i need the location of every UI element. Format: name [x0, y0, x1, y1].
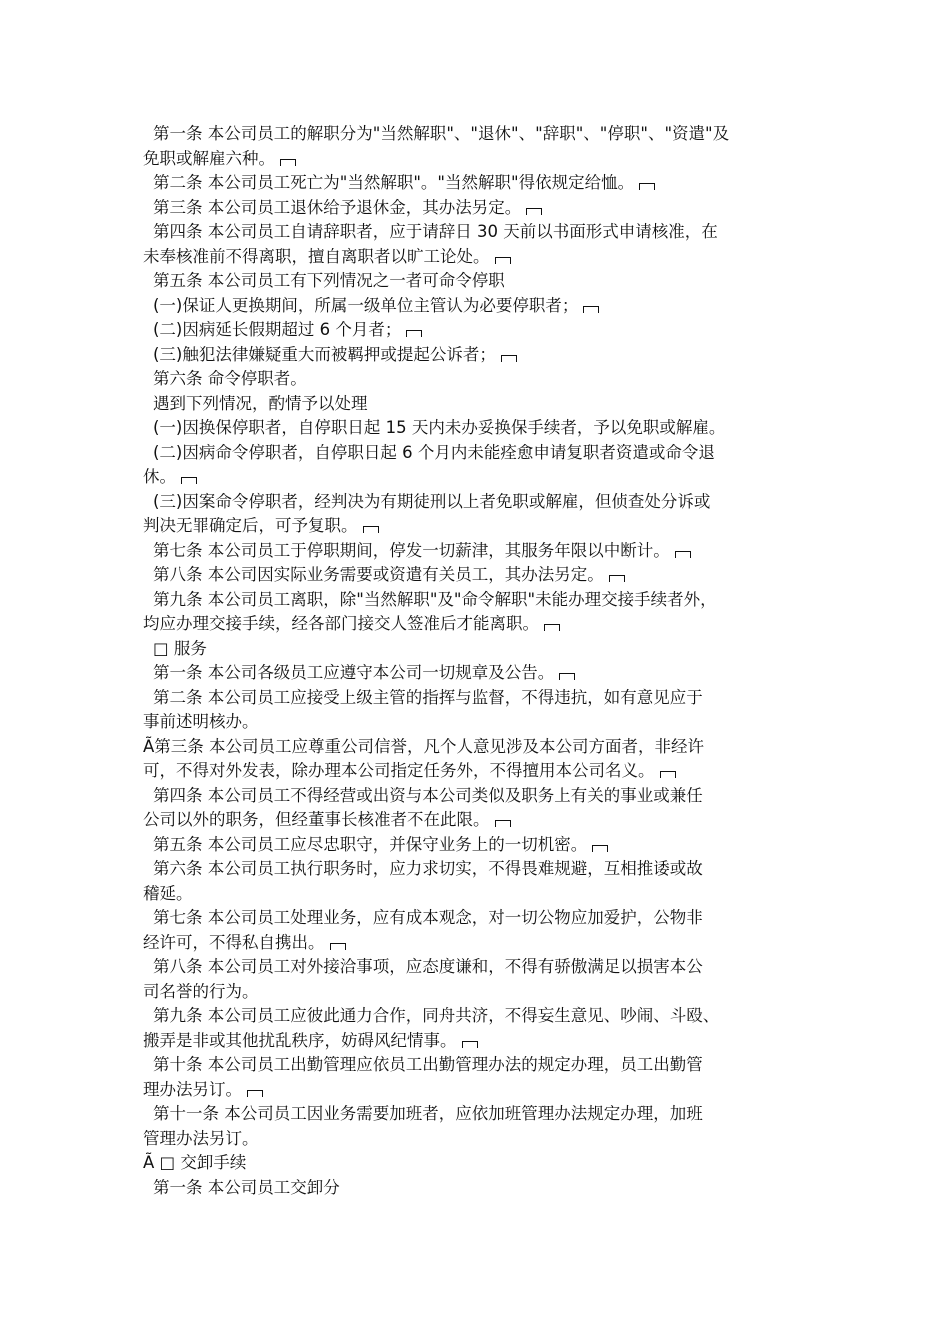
- text-line: [143, 661, 815, 686]
- line-text: 司名誉的行为。: [143, 981, 259, 1001]
- text-line: [143, 392, 815, 417]
- line-text: 第六条 本公司员工执行职务时，应力求切实，不得畏难规避，互相推诿或故: [153, 859, 703, 878]
- text-line: [143, 539, 815, 564]
- paragraph-mark-icon: [660, 771, 676, 778]
- text-line: [143, 122, 815, 147]
- line-text: 均应办理交接手续，经各部门接交人签准后才能离职。: [143, 614, 539, 633]
- text-line: [143, 490, 815, 515]
- text-line: [143, 710, 815, 735]
- text-line: [143, 220, 815, 245]
- line-text: (三)触犯法律嫌疑重大而被羁押或提起公诉者；: [153, 344, 496, 364]
- line-text: 免职或解雇六种。: [143, 148, 275, 168]
- text-line: [143, 955, 815, 980]
- line-text: 第十一条 本公司员工因业务需要加班者，应依加班管理办法规定办理，加班: [153, 1104, 703, 1123]
- line-text: 搬弄是非或其他扰乱秩序，妨碍风纪情事。: [143, 1030, 457, 1050]
- text-line: [143, 759, 815, 784]
- text-line: [143, 171, 815, 196]
- text-line: [143, 612, 815, 637]
- line-text: 管理办法另订。: [143, 1128, 259, 1148]
- text-line: [143, 906, 815, 931]
- line-text: (一)因换保停职者，自停职日起 15 天内未办妥换保手续者，予以免职或解雇。: [153, 418, 726, 437]
- text-line: [143, 318, 815, 343]
- line-text: 第七条 本公司员工处理业务，应有成本观念，对一切公物应加爱护，公物非: [153, 908, 703, 927]
- line-text: Ã第三条 本公司员工应尊重公司信誉，凡个人意见涉及本公司方面者，非经许: [143, 736, 705, 756]
- line-text: 第一条 本公司各级员工应遵守本公司一切规章及公告。: [153, 663, 555, 682]
- text-line: [143, 416, 815, 441]
- line-text: (二)因病命令停职者，自停职日起 6 个月内未能痊愈申请复职者资遣或命令退: [153, 442, 715, 462]
- document-page: [143, 122, 815, 1200]
- line-text: 第五条 本公司员工应尽忠职守，并保守业务上的一切机密。: [153, 834, 588, 854]
- paragraph-mark-icon: [592, 845, 608, 852]
- line-text: 第四条 本公司员工自请辞职者，应于请辞日 30 天前以书面形式申请核准，在: [153, 222, 718, 241]
- line-text: 第八条 本公司员工对外接洽事项，应态度谦和，不得有骄傲满足以损害本公: [153, 957, 703, 976]
- paragraph-mark-icon: [330, 943, 346, 950]
- text-line: [143, 686, 815, 711]
- line-text: 第二条 本公司员工应接受上级主管的指挥与监督，不得违抗，如有意见应于: [153, 687, 703, 707]
- paragraph-mark-icon: [462, 1041, 478, 1048]
- line-text: 第十条 本公司员工出勤管理应依员工出勤管理办法的规定办理，员工出勤管: [153, 1055, 703, 1074]
- paragraph-mark-icon: [247, 1090, 263, 1097]
- text-line: [143, 1102, 815, 1127]
- line-text: 理办法另订。: [143, 1079, 242, 1099]
- text-line: [143, 196, 815, 221]
- text-line: [143, 882, 815, 907]
- text-line: [143, 441, 815, 466]
- text-line: [143, 1127, 815, 1152]
- text-line: [143, 588, 815, 613]
- line-text: 第三条 本公司员工退休给予退休金，其办法另定。: [153, 197, 522, 217]
- text-line: [143, 808, 815, 833]
- line-text: 可，不得对外发表，除办理本公司指定任务外，不得擅用本公司名义。: [143, 761, 655, 780]
- text-line: [143, 1151, 815, 1176]
- line-text: 公司以外的职务，但经董事长核准者不在此限。: [143, 810, 490, 829]
- text-line: [143, 245, 815, 270]
- line-text: 休。: [143, 467, 176, 486]
- text-line: [143, 735, 815, 760]
- text-line: [143, 465, 815, 490]
- line-text: (三)因案命令停职者，经判决为有期徒刑以上者免职或解雇，但侦查处分诉或: [153, 491, 711, 511]
- paragraph-mark-icon: [495, 257, 511, 264]
- text-line: [143, 1053, 815, 1078]
- text-line: [143, 1078, 815, 1103]
- paragraph-mark-icon: [181, 477, 197, 484]
- line-text: 稽延。: [143, 883, 193, 903]
- paragraph-mark-icon: [583, 306, 599, 313]
- paragraph-mark-icon: [280, 159, 296, 166]
- line-text: 第八条 本公司因实际业务需要或资遣有关员工，其办法另定。: [153, 565, 604, 584]
- text-line: [143, 857, 815, 882]
- line-text: 遇到下列情况，酌情予以处理: [153, 393, 368, 413]
- text-line: [143, 931, 815, 956]
- text-line: [143, 514, 815, 539]
- paragraph-mark-icon: [609, 575, 625, 582]
- line-text: □ 服务: [153, 638, 207, 658]
- line-text: 第四条 本公司员工不得经营或出资与本公司类似及职务上有关的事业或兼任: [153, 785, 703, 805]
- text-line: [143, 147, 815, 172]
- text-line: [143, 294, 815, 319]
- line-text: (一)保证人更换期间，所属一级单位主管认为必要停职者；: [153, 295, 579, 315]
- paragraph-mark-icon: [544, 624, 560, 631]
- line-text: 第九条 本公司员工应彼此通力合作，同舟共济，不得妄生意见、吵闹、斗殴、: [153, 1006, 720, 1025]
- line-text: 第六条 命令停职者。: [153, 369, 307, 388]
- text-line: [143, 637, 815, 662]
- paragraph-mark-icon: [406, 330, 422, 337]
- line-text: 判决无罪确定后，可予复职。: [143, 516, 358, 535]
- paragraph-mark-icon: [495, 820, 511, 827]
- line-text: Ã □ 交卸手续: [143, 1153, 247, 1172]
- line-text: 第二条 本公司员工死亡为"当然解职"。"当然解职"得依规定给恤。: [153, 173, 635, 192]
- line-text: (二)因病延长假期超过 6 个月者；: [153, 320, 402, 339]
- line-text: 第一条 本公司员工的解职分为"当然解职"、"退休"、"辞职"、"停职"、"资遣"及: [153, 124, 730, 143]
- text-line: [143, 1029, 815, 1054]
- text-line: [143, 563, 815, 588]
- paragraph-mark-icon: [639, 183, 655, 190]
- text-line: [143, 784, 815, 809]
- line-text: 第一条 本公司员工交卸分: [153, 1177, 340, 1197]
- line-text: 事前述明核办。: [143, 712, 259, 731]
- text-line: [143, 833, 815, 858]
- text-line: [143, 343, 815, 368]
- paragraph-mark-icon: [501, 355, 517, 362]
- text-line: [143, 1176, 815, 1201]
- paragraph-mark-icon: [675, 551, 691, 558]
- line-text: 经许可，不得私自携出。: [143, 932, 325, 952]
- text-line: [143, 367, 815, 392]
- paragraph-mark-icon: [363, 526, 379, 533]
- line-text: 第七条 本公司员工于停职期间，停发一切薪津，其服务年限以中断计。: [153, 540, 670, 560]
- text-line: [143, 980, 815, 1005]
- text-line: [143, 269, 815, 294]
- paragraph-mark-icon: [526, 208, 542, 215]
- paragraph-mark-icon: [559, 673, 575, 680]
- line-text: 第五条 本公司员工有下列情况之一者可命令停职: [153, 271, 505, 290]
- line-text: 第九条 本公司员工离职，除"当然解职"及"命令解职"未能办理交接手续者外，: [153, 589, 717, 609]
- text-line: [143, 1004, 815, 1029]
- line-text: 未奉核准前不得离职，擅自离职者以旷工论处。: [143, 246, 490, 266]
